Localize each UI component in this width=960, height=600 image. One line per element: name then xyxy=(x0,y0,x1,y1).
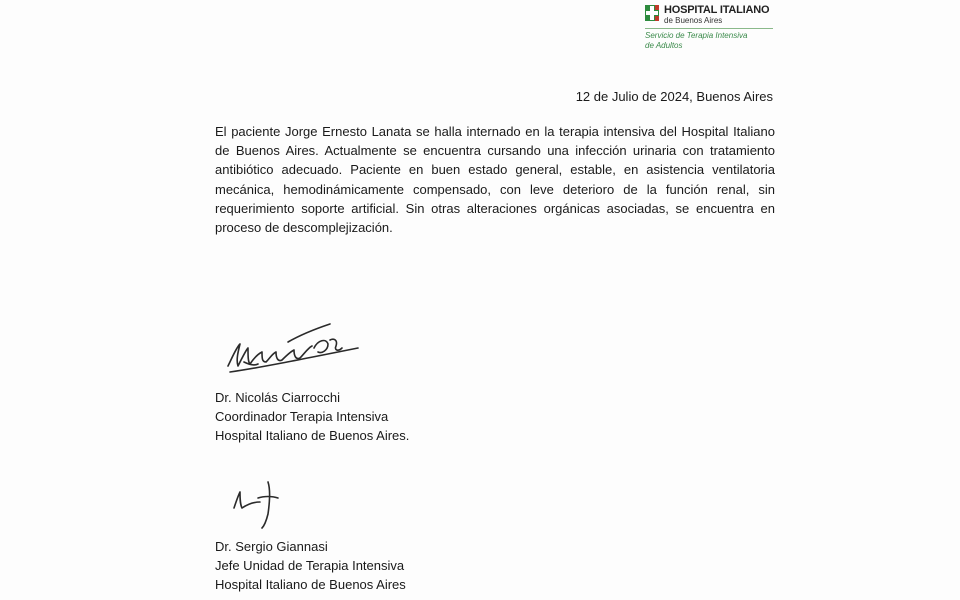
letter-body: El paciente Jorge Ernesto Lanata se halla internado en la terapia intensiva del Hospital Italiano de Buenos Aires. Actualmente se encuentra cursando una infección urinaria con tratamiento antibiótico adecuado. Paciente en buen estado general, estable, en asistencia ventilatoria mecánica, hemodinámicamente compensado, con leve deterioro de la función renal, sin requerimiento soporte artificial. Sin otras alteraciones orgánicas asociadas, se encuentra en proceso de descomplejización. xyxy=(215,124,775,236)
service-line-1: Servicio de Terapia Intensiva xyxy=(645,31,748,40)
hospital-letterhead xyxy=(645,4,805,51)
hospital-location: de Buenos Aires xyxy=(664,16,723,25)
signature-giannasi xyxy=(228,474,288,534)
signer-name: Dr. Nicolás Ciarrocchi xyxy=(215,390,340,405)
service-line-2: de Adultos xyxy=(645,41,683,50)
signer-role: Coordinador Terapia Intensiva xyxy=(215,409,389,424)
letter-date: 12 de Julio de 2024, Buenos Aires xyxy=(575,89,773,104)
signer-institution: Hospital Italiano de Buenos Aires. xyxy=(215,428,410,443)
signature-ciarrocchi xyxy=(218,318,368,378)
hospital-cross-logo-icon xyxy=(645,5,659,21)
letterhead-divider xyxy=(645,28,773,29)
signer-block-1 xyxy=(215,388,409,445)
service-name xyxy=(645,31,775,51)
signer-name: Dr. Sergio Giannasi xyxy=(215,539,328,554)
signer-block-2 xyxy=(215,537,406,594)
signer-role: Jefe Unidad de Terapia Intensiva xyxy=(215,558,405,573)
hospital-name: HOSPITAL ITALIANO xyxy=(664,4,770,16)
signer-institution: Hospital Italiano de Buenos Aires xyxy=(215,577,406,592)
